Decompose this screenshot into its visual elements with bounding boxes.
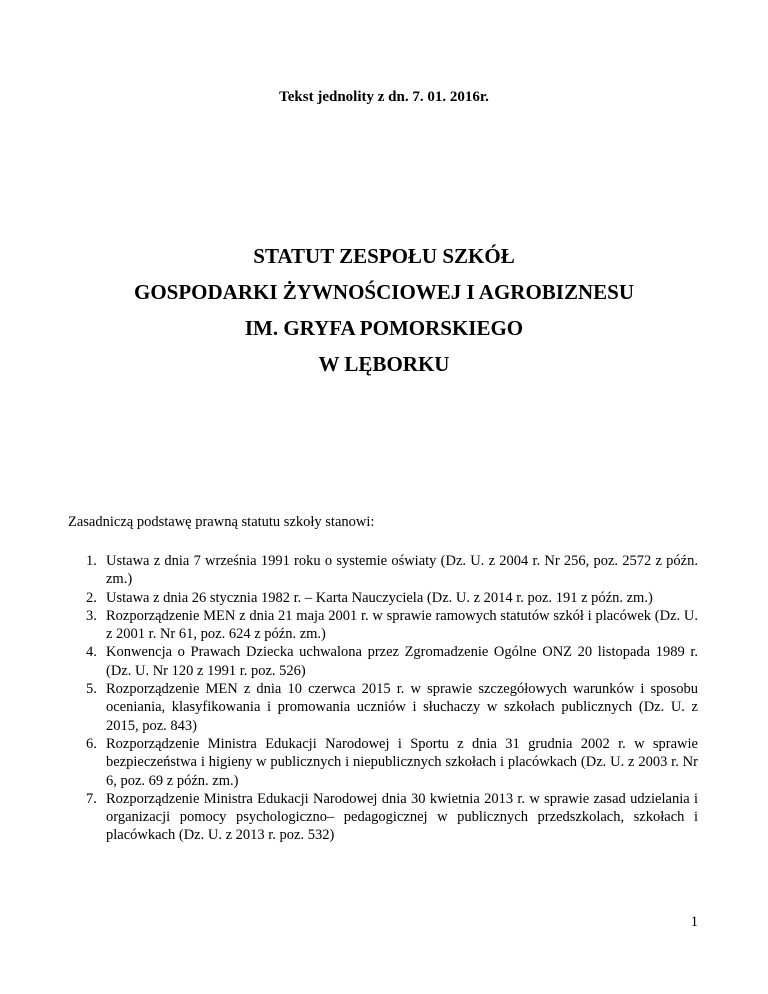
list-item xyxy=(68,643,698,680)
list-item-number: 4. xyxy=(86,644,97,661)
list-item-number: 1. xyxy=(86,553,97,569)
document-title xyxy=(0,238,768,382)
list-item-number: 7. xyxy=(86,790,97,807)
list-item xyxy=(68,552,698,589)
list-item-text: Rozporządzenie Ministra Edukacji Narodowej dnia 30 kwietnia 2013 r. w sprawie zasad udzielania i organizacji pomocy psychologiczno– pedagogicznej w publicznych przedszkolach, szkołach i placówkach (Dz. U. z 2013 r. poz. 532) xyxy=(106,790,698,844)
list-item xyxy=(68,589,698,607)
list-item-text: Rozporządzenie MEN z dnia 21 maja 2001 r. w sprawie ramowych statutów szkół i placówek (Dz. U. z 2001 r. Nr 61, poz. 624 z późn. zm.) xyxy=(106,607,698,643)
title-line: STATUT ZESPOŁU SZKÓŁ xyxy=(253,244,515,268)
title-line: GOSPODARKI ŻYWNOŚCIOWEJ I AGROBIZNESU xyxy=(133,280,634,304)
legal-basis-list xyxy=(68,552,698,845)
list-item xyxy=(68,680,698,735)
list-item-number: 3. xyxy=(86,607,97,624)
title-line: IM. GRYFA POMORSKIEGO xyxy=(244,316,524,340)
list-item-text: Konwencja o Prawach Dziecka uchwalona przez Zgromadzenie Ogólne ONZ 20 listopada 1989 r. (Dz. U. Nr 120 z 1991 r. poz. 526) xyxy=(106,644,698,679)
list-item xyxy=(68,790,698,845)
intro-paragraph: Zasadniczą podstawę prawną statutu szkoły stanowi: xyxy=(68,514,375,530)
list-item-number: 5. xyxy=(86,681,97,698)
list-item-number: 6. xyxy=(86,735,97,752)
list-item xyxy=(68,607,698,644)
list-item-text: Rozporządzenie Ministra Edukacji Narodowej i Sportu z dnia 31 grudnia 2002 r. w sprawie bezpieczeństwa i higieny w publicznych i niepublicznych szkołach i placówkach (Dz. U. z 2003 r. Nr 6, poz. 69 z późn. zm.) xyxy=(106,735,698,789)
list-item-text: Ustawa z dnia 26 stycznia 1982 r. – Karta Nauczyciela (Dz. U. z 2014 r. poz. 191 z późn. zm.) xyxy=(106,589,653,606)
list-item-text: Rozporządzenie MEN z dnia 10 czerwca 2015 r. w sprawie szczegółowych warunków i sposobu oceniania, klasyfikowania i promowania uczniów i słuchaczy w szkołach publicznych (Dz. U. z 2015, poz. 843) xyxy=(106,681,698,734)
list-item-text: Ustawa z dnia 7 września 1991 roku o systemie oświaty (Dz. U. z 2004 r. Nr 256, poz. 2572 z późn. zm.) xyxy=(106,553,698,588)
consolidated-text-date: Tekst jednolity z dn. 7. 01. 2016r. xyxy=(279,89,489,105)
title-line: W LĘBORKU xyxy=(318,352,450,376)
list-item xyxy=(68,735,698,790)
page-number: 1 xyxy=(690,914,698,930)
list-item-number: 2. xyxy=(86,589,97,606)
